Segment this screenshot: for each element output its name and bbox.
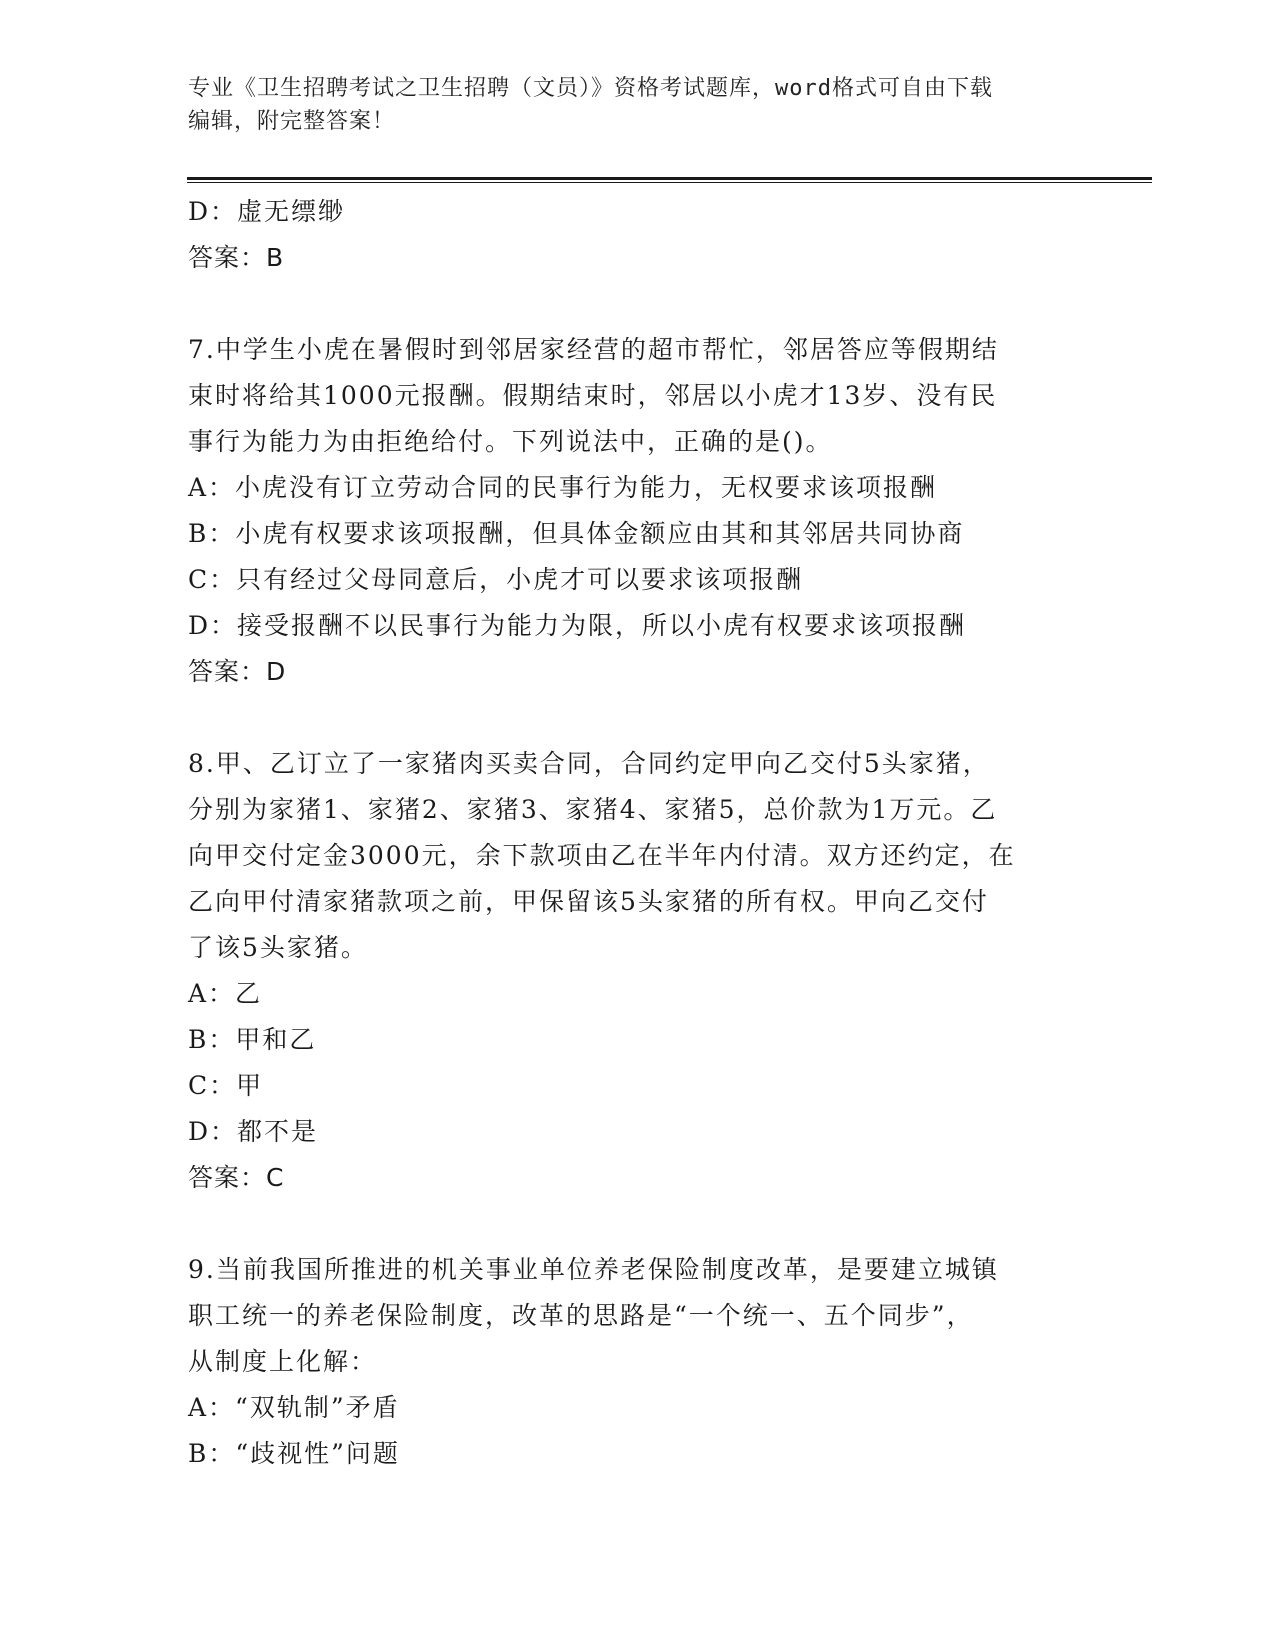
option-a: A：乙 [188,979,263,1008]
header-line-2: 编辑，附完整答案！ [188,109,396,134]
option-d: D：接受报酬不以民事行为能力为限，所以小虎有权要求该项报酬 [188,611,967,640]
option-b: B：小虎有权要求该项报酬，但具体金额应由其和其邻居共同协商 [188,519,965,548]
option-d: D：都不是 [188,1117,319,1146]
option-d: D：虚无缥缈 [188,197,346,226]
question-stem [188,741,1078,971]
document-body [188,189,1088,1477]
page-header [188,72,1088,138]
stem-line: 7.中学生小虎在暑假时到邻居家经营的超市帮忙，邻居答应等假期结 [188,335,999,364]
spacer [188,1201,1088,1247]
answer: 答案：B [188,243,285,272]
stem-line: 乙向甲付清家猪款项之前，甲保留该5头家猪的所有权。甲向乙交付 [188,887,989,916]
question-9 [188,1247,1088,1477]
stem-line: 职工统一的养老保险制度，改革的思路是“一个统一、五个同步”， [188,1301,974,1330]
stem-line: 9.当前我国所推进的机关事业单位养老保险制度改革，是要建立城镇 [188,1255,999,1284]
answer: 答案：C [188,1163,285,1192]
option-b: B：“歧视性”问题 [188,1439,400,1468]
header-divider-thin [187,182,1152,183]
option-a: A：小虎没有订立劳动合同的民事行为能力，无权要求该项报酬 [188,473,938,502]
spacer [188,281,1088,327]
stem-line: 分别为家猪1、家猪2、家猪3、家猪4、家猪5，总价款为1万元。乙 [188,795,998,824]
stem-line: 束时将给其1000元报酬。假期结束时，邻居以小虎才13岁、没有民 [188,381,998,410]
answer: 答案：D [188,657,287,686]
question-stem [188,327,1078,465]
option-a: A：“双轨制”矛盾 [188,1393,400,1422]
header-divider [187,177,1152,180]
stem-line: 事行为能力为由拒绝给付。下列说法中，正确的是()。 [188,427,833,456]
question-stem [188,1247,1078,1385]
question-8 [188,741,1088,1201]
stem-line: 从制度上化解： [188,1347,378,1376]
option-c: C：只有经过父母同意后，小虎才可以要求该项报酬 [188,565,804,594]
question-7 [188,327,1088,695]
header-line-1: 专业《卫生招聘考试之卫生招聘（文员）》资格考试题库，word格式可自由下载 [188,76,993,101]
stem-line: 了该5头家猪。 [188,933,368,962]
option-b: B：甲和乙 [188,1025,317,1054]
question-6-tail [188,189,1088,281]
stem-line: 8.甲、乙订立了一家猪肉买卖合同，合同约定甲向乙交付5头家猪， [188,749,990,778]
stem-line: 向甲交付定金3000元，余下款项由乙在半年内付清。双方还约定，在 [188,841,1016,870]
option-c: C：甲 [188,1071,264,1100]
spacer [188,695,1088,741]
